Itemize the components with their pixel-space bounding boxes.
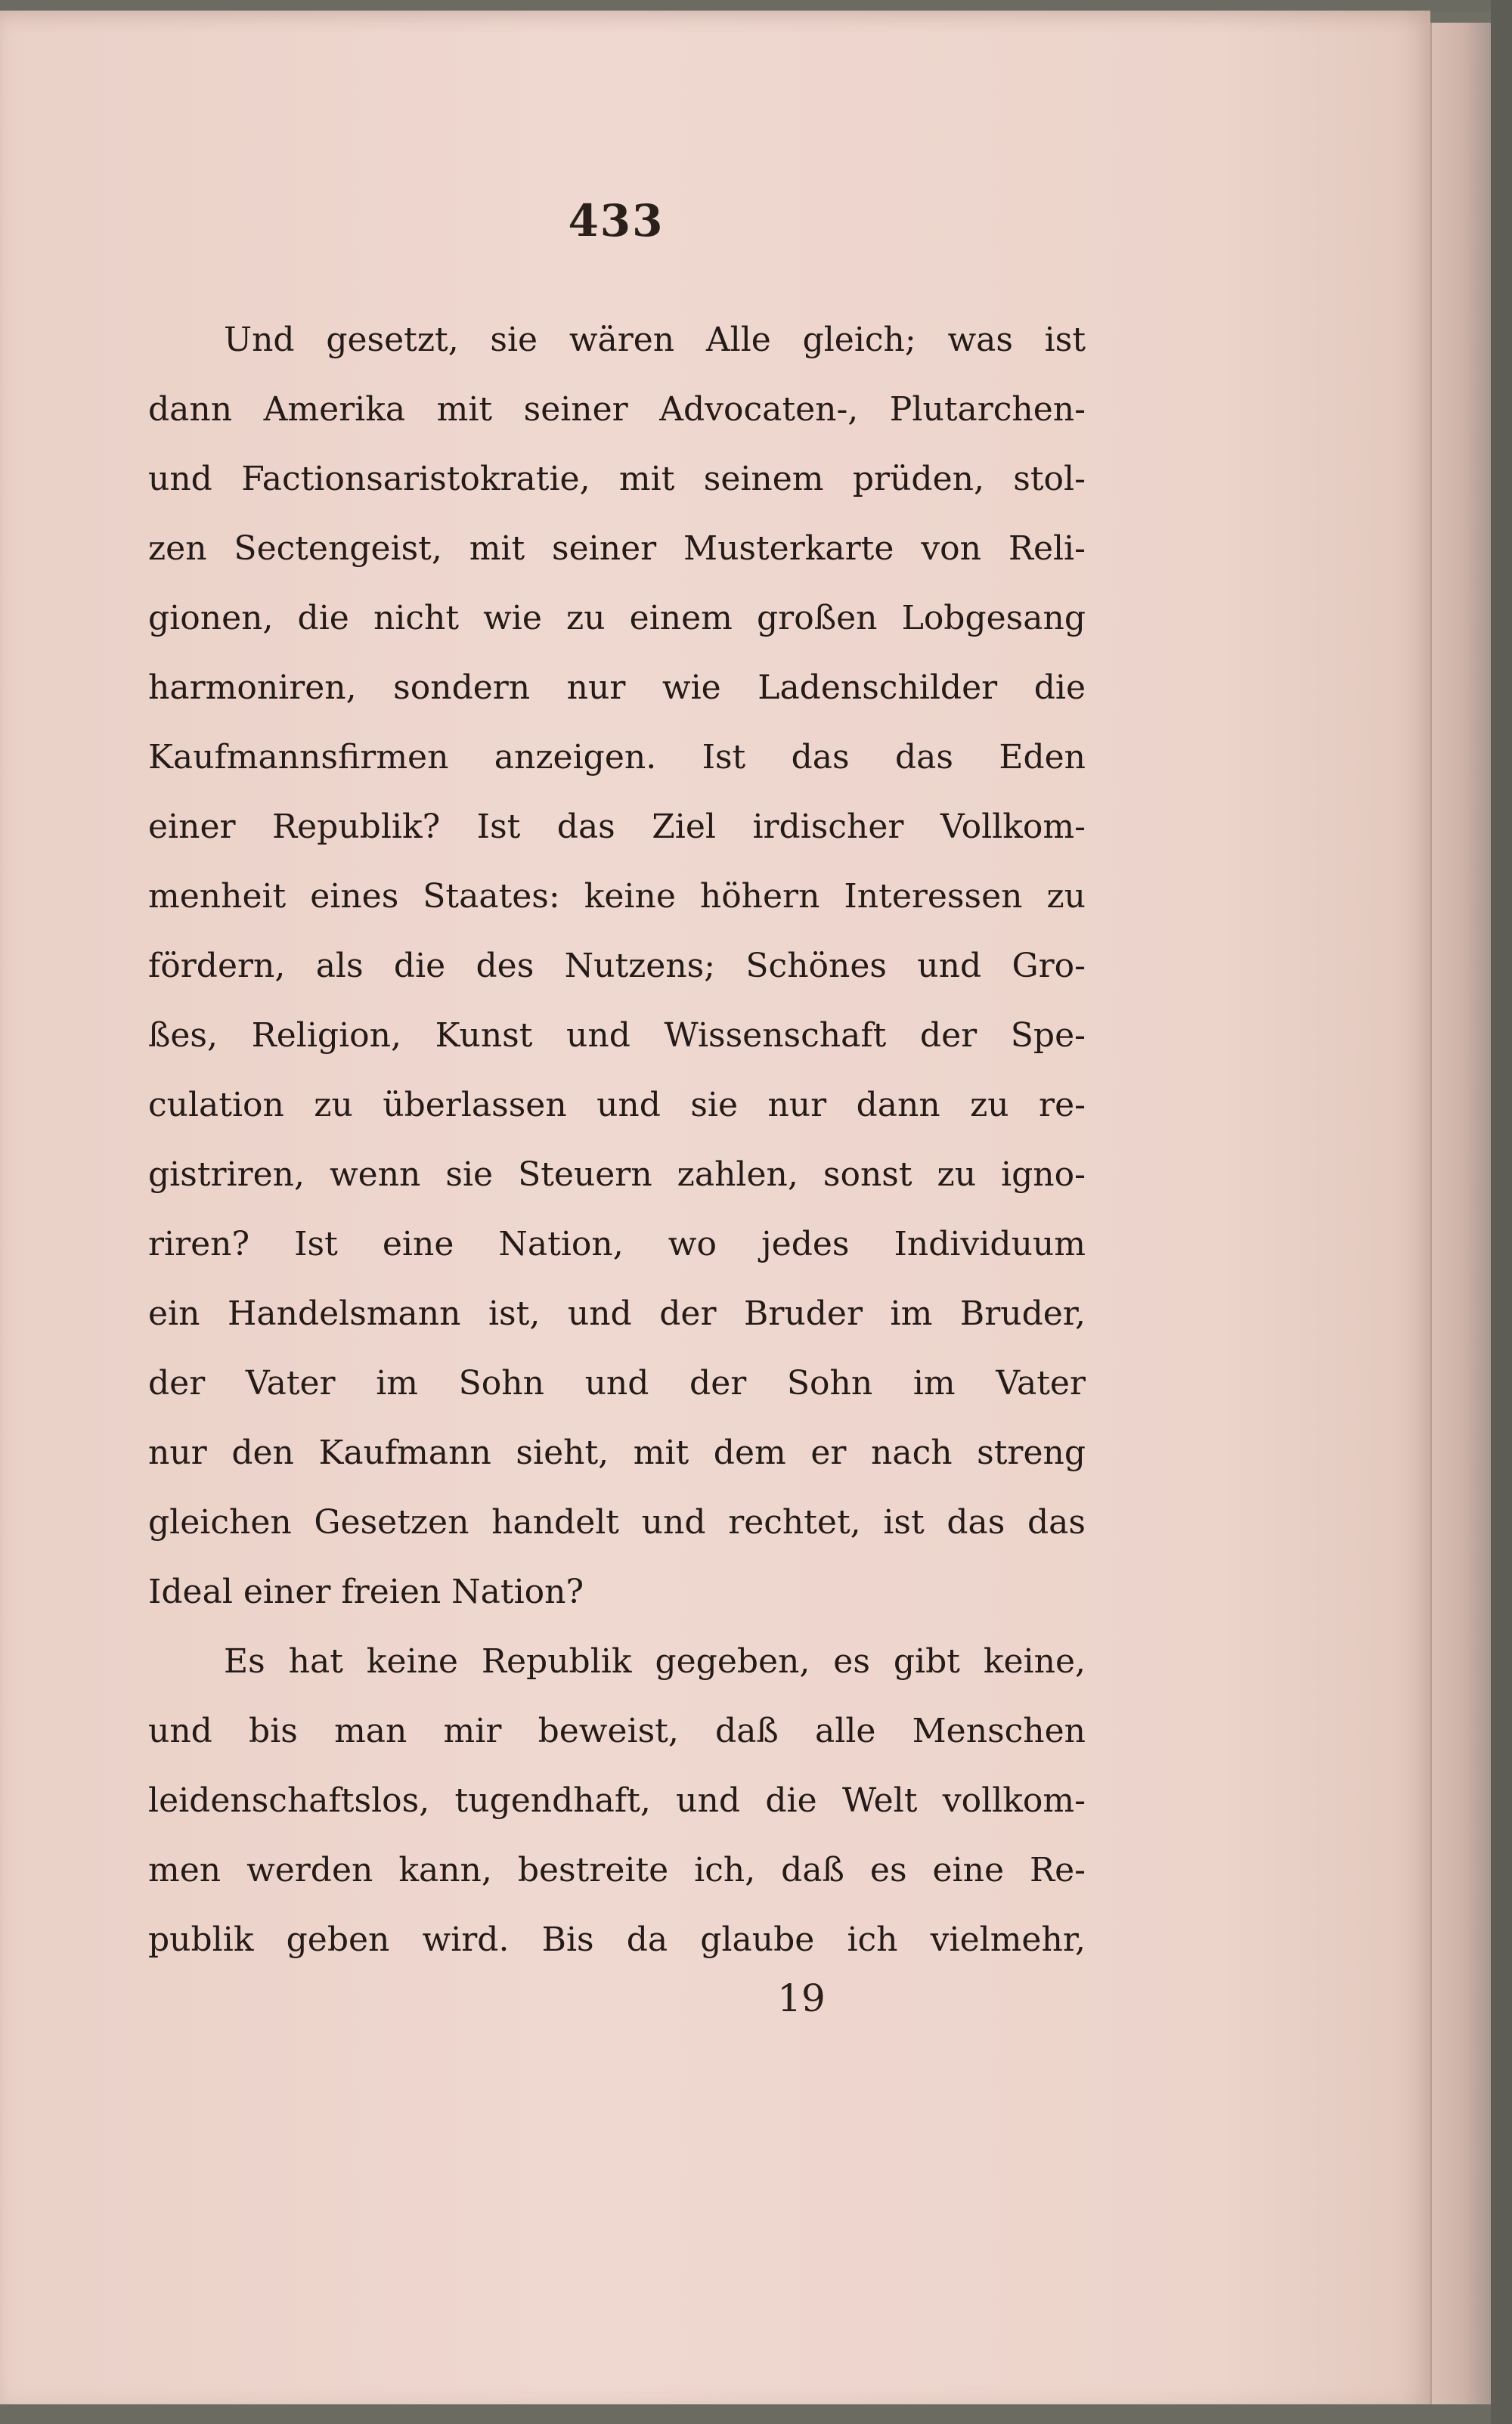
- text-line: culation zu überlassen und sie nur dann zu re-: [148, 1086, 1086, 1124]
- text-line: Und gesetzt, sie wären Alle gleich; was ist: [224, 321, 1086, 359]
- text-line: gleichen Gesetzen handelt und rechtet, ist das das: [148, 1503, 1086, 1542]
- page-edge: [1430, 23, 1492, 2404]
- text-line: ein Handelsmann ist, und der Bruder im Bruder,: [148, 1294, 1086, 1333]
- text-line: gistriren, wenn sie Steuern zahlen, sonst zu igno-: [148, 1155, 1086, 1194]
- signature-mark: 19: [777, 1976, 826, 2020]
- book-page: [0, 11, 1430, 2407]
- text-line: gionen, die nicht wie zu einem großen Lobgesang: [148, 599, 1086, 637]
- text-line: einer Republik? Ist das Ziel irdischer Vollkom-: [148, 807, 1086, 846]
- text-line: ßes, Religion, Kunst und Wissenschaft der Spe-: [148, 1016, 1086, 1055]
- text-line: riren? Ist eine Nation, wo jedes Individuum: [148, 1225, 1086, 1263]
- text-line: leidenschaftslos, tugendhaft, und die Welt vollkom-: [148, 1781, 1086, 1820]
- text-line: und Factionsaristokratie, mit seinem prüden, stol-: [148, 460, 1086, 498]
- text-line: Es hat keine Republik gegeben, es gibt keine,: [224, 1642, 1086, 1681]
- paragraph-2: [148, 1627, 1086, 1975]
- text-line: Ideal einer freien Nation?: [148, 1573, 584, 1611]
- scan-spine-shadow: [1491, 0, 1512, 2424]
- page-number: 433: [568, 195, 665, 246]
- text-line: harmoniren, sondern nur wie Ladenschilder die: [148, 668, 1086, 707]
- text-line: fördern, als die des Nutzens; Schönes und Gro-: [148, 947, 1086, 985]
- text-line: Kaufmannsfirmen anzeigen. Ist das das Eden: [148, 738, 1086, 776]
- text-line: zen Sectengeist, mit seiner Musterkarte von Reli-: [148, 529, 1086, 568]
- text-line: der Vater im Sohn und der Sohn im Vater: [148, 1364, 1086, 1403]
- paragraph-1: [148, 305, 1086, 1627]
- text-line: menheit eines Staates: keine höhern Interessen zu: [148, 877, 1086, 916]
- text-line: publik geben wird. Bis da glaube ich vielmehr,: [148, 1920, 1086, 1959]
- scan-bottom-shadow: [0, 2404, 1491, 2424]
- text-line: dann Amerika mit seiner Advocaten-, Plutarchen-: [148, 390, 1086, 429]
- text-line: nur den Kaufmann sieht, mit dem er nach streng: [148, 1434, 1086, 1472]
- text-line: und bis man mir beweist, daß alle Menschen: [148, 1712, 1086, 1750]
- text-line: men werden kann, bestreite ich, daß es eine Re-: [148, 1851, 1086, 1889]
- body-text: [148, 305, 1086, 1975]
